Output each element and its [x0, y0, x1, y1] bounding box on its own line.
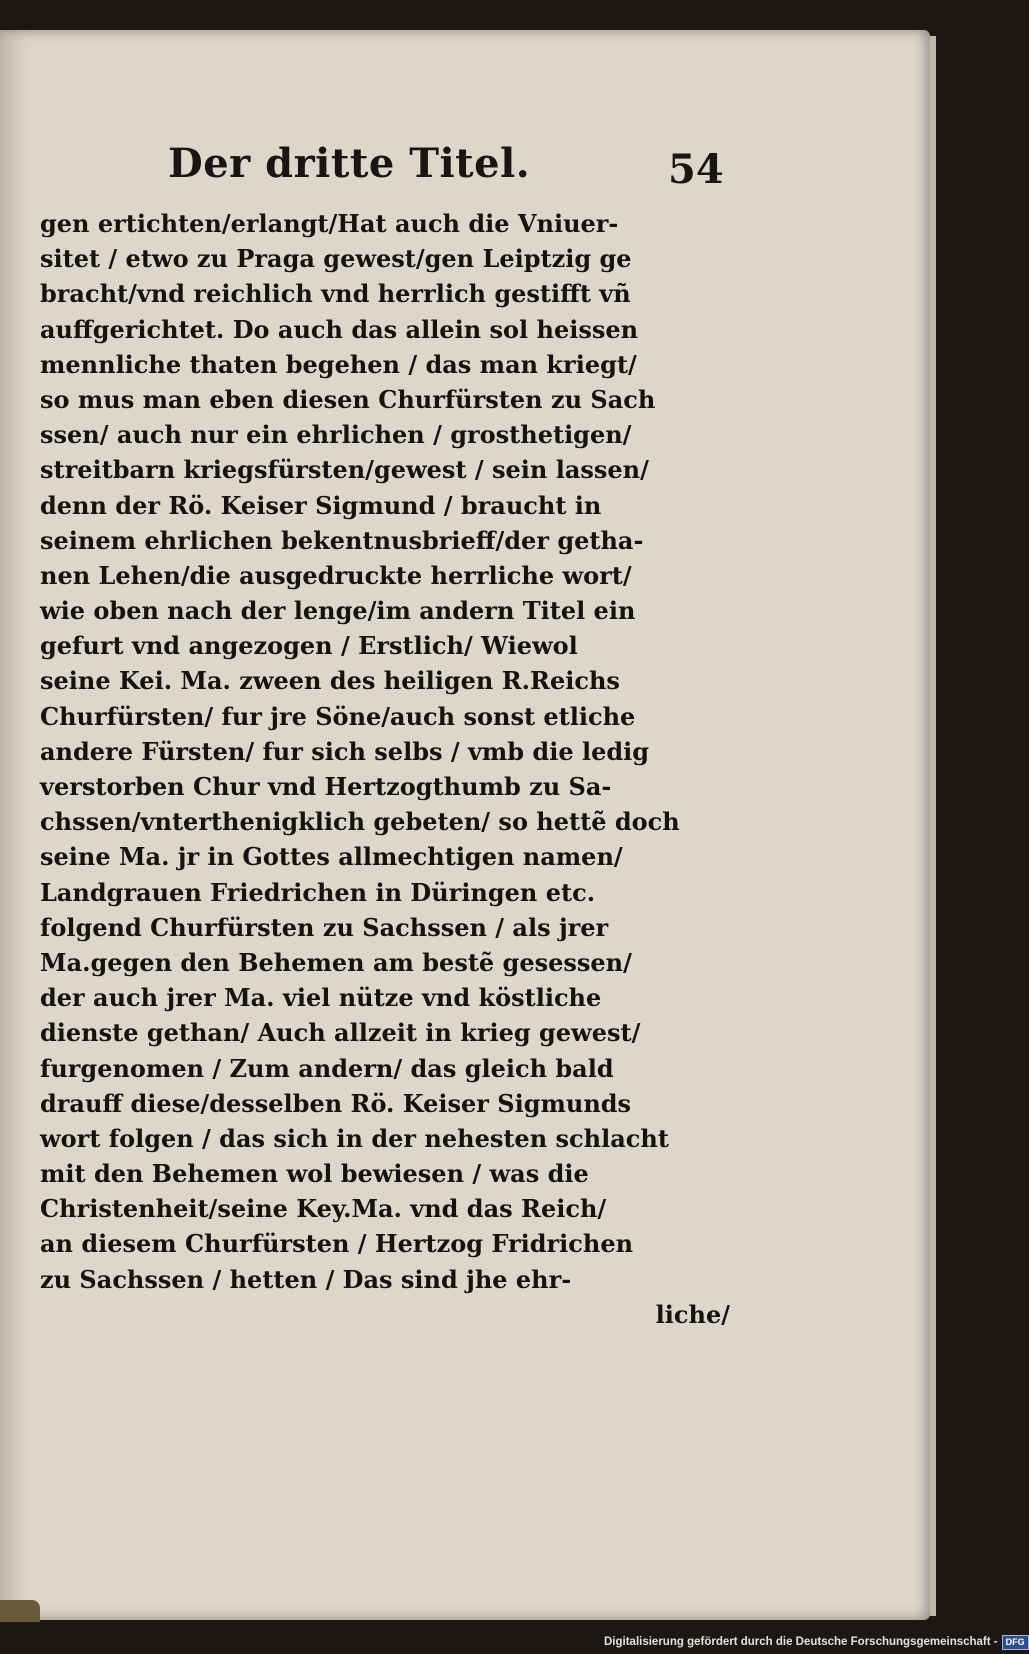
text-line: drauff diese/desselben Rö. Keiser Sigmunds — [40, 1088, 632, 1118]
page-number: 54 — [668, 146, 724, 193]
text-line: seine Kei. Ma. zween des heiligen R.Reichs — [40, 666, 620, 696]
text-line: bracht/vnd reichlich vnd herrlich gestifft vñ — [40, 279, 631, 309]
text-line: folgend Churfürsten zu Sachssen / als jrer — [40, 912, 609, 942]
page-edge — [930, 36, 936, 1616]
text-line: auffgerichtet. Do auch das allein sol heissen — [40, 314, 639, 344]
text-line: streitbarn kriegsfürsten/gewest / sein lassen/ — [40, 455, 649, 485]
funding-credit: Digitalisierung gefördert durch die Deutsche Forschungsgemeinschaft - — [604, 1636, 998, 1648]
text-line: gefurt vnd angezogen / Erstlich/ Wiewol — [40, 631, 578, 661]
text-line: Churfürsten/ fur jre Söne/auch sonst etliche — [40, 701, 636, 731]
text-line: nen Lehen/die ausgedruckte herrliche wort/ — [40, 560, 632, 590]
text-line: dienste gethan/ Auch allzeit in krieg gewest/ — [40, 1018, 641, 1048]
text-line: der auch jrer Ma. viel nütze vnd köstliche — [40, 983, 602, 1013]
running-title: Der dritte Titel. — [168, 140, 531, 187]
text-line: wort folgen / das sich in der nehesten schlacht — [40, 1123, 669, 1153]
page-header — [0, 112, 930, 192]
text-line: wie oben nach der lenge/im andern Titel ein — [40, 596, 636, 626]
binding-corner — [0, 1600, 40, 1622]
text-line: seine Ma. jr in Gottes allmechtigen namen/ — [40, 842, 623, 872]
digitization-footer — [604, 1633, 1029, 1651]
text-line: an diesem Churfürsten / Hertzog Fridrichen — [40, 1229, 634, 1259]
dfg-logo: DFG — [1002, 1635, 1029, 1650]
text-line: gen ertichten/erlangt/Hat auch die Vniuer- — [40, 209, 619, 238]
text-line: Ma.gegen den Behemen am bestẽ gesessen/ — [40, 947, 632, 977]
body-text — [40, 206, 730, 1332]
text-line: zu Sachssen / hetten / Das sind jhe ehr- — [40, 1264, 572, 1294]
text-line: chssen/vnterthenigklich gebeten/ so hettẽ doch — [40, 807, 680, 837]
text-line: mit den Behemen wol bewiesen / was die — [40, 1159, 589, 1189]
text-line: denn der Rö. Keiser Sigmund / braucht in — [40, 490, 602, 520]
text-line: Landgrauen Friedrichen in Düringen etc. — [40, 877, 596, 907]
text-line: Christenheit/seine Key.Ma. vnd das Reich/ — [40, 1194, 607, 1224]
catchword: liche/ — [655, 1299, 730, 1329]
text-line: ssen/ auch nur ein ehrlichen / grosthetigen/ — [40, 420, 632, 450]
text-line: seinem ehrlichen bekentnusbrieff/der getha- — [40, 525, 644, 555]
text-line: verstorben Chur vnd Hertzogthumb zu Sa- — [40, 772, 612, 801]
text-line: furgenomen / Zum andern/ das gleich bald — [40, 1053, 614, 1083]
text-line: andere Fürsten/ fur sich selbs / vmb die ledig — [40, 736, 650, 766]
text-line: so mus man eben diesen Churfürsten zu Sach — [40, 384, 656, 414]
text-line: sitet / etwo zu Praga gewest/gen Leiptzig ge — [40, 244, 632, 274]
book-page — [0, 30, 930, 1620]
text-line: mennliche thaten begehen / das man kriegt/ — [40, 349, 637, 379]
